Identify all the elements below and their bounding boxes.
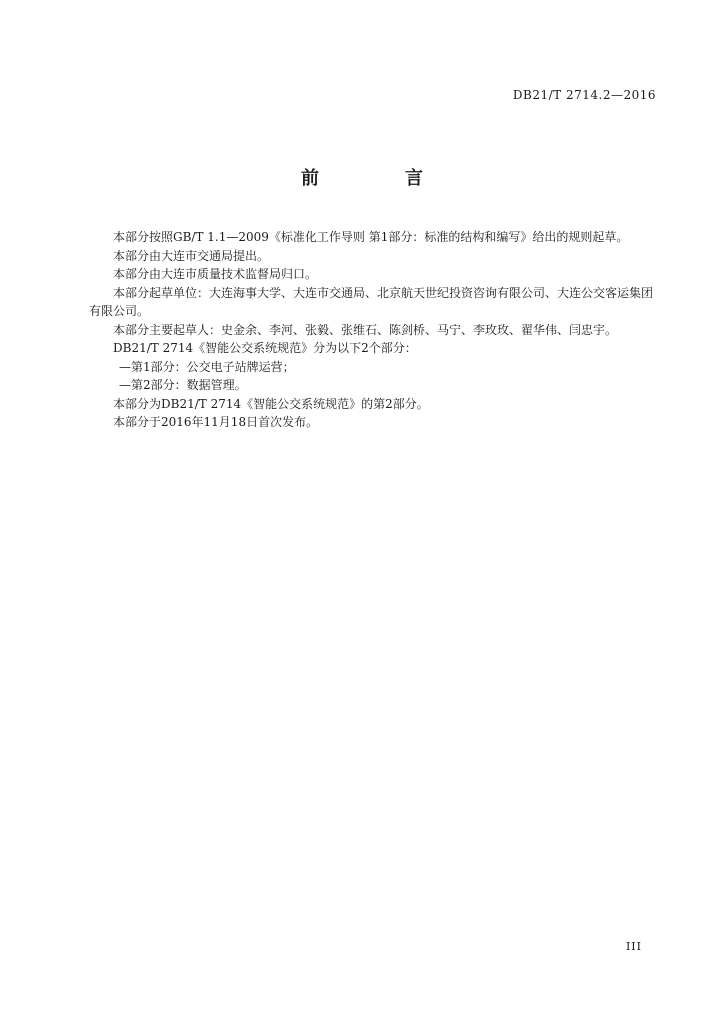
paragraph-parts-intro: DB21/T 2714《智能公交系统规范》分为以下2个部分：	[113, 341, 417, 355]
paragraph-drafting-units: 本部分起草单位：大连海事大学、大连市交通局、北京航天世纪投资咨询有限公司、大连公交客运集团有限公司。	[89, 285, 654, 318]
page-title: 前 言	[301, 168, 457, 189]
standard-code: DB21/T 2714.2—2016	[512, 88, 656, 102]
paragraph-drafting-rules: 本部分按照GB/T 1.1—2009《标准化工作导则 第1部分：标准的结构和编写》给出的规则起草。	[113, 230, 629, 244]
paragraph-this-part: 本部分为DB21/T 2714《智能公交系统规范》的第2部分。	[113, 396, 429, 411]
paragraph-main-drafters: 本部分主要起草人：史金余、李河、张毅、张维石、陈剑桥、马宁、李玫玫、翟华伟、闫忠宇。	[113, 322, 618, 337]
list-item: —第1部分：公交电子站牌运营；	[119, 359, 295, 374]
foreword-body	[89, 228, 659, 432]
page-number: III	[625, 940, 642, 953]
parts-list	[89, 358, 659, 395]
paragraph-centralized-unit: 本部分由大连市质量技术监督局归口。	[113, 267, 318, 281]
paragraph-proposer: 本部分由大连市交通局提出。	[113, 248, 270, 263]
list-item: —第2部分：数据管理。	[119, 378, 247, 392]
paragraph-first-release: 本部分于2016年11月18日首次发布。	[113, 415, 319, 429]
